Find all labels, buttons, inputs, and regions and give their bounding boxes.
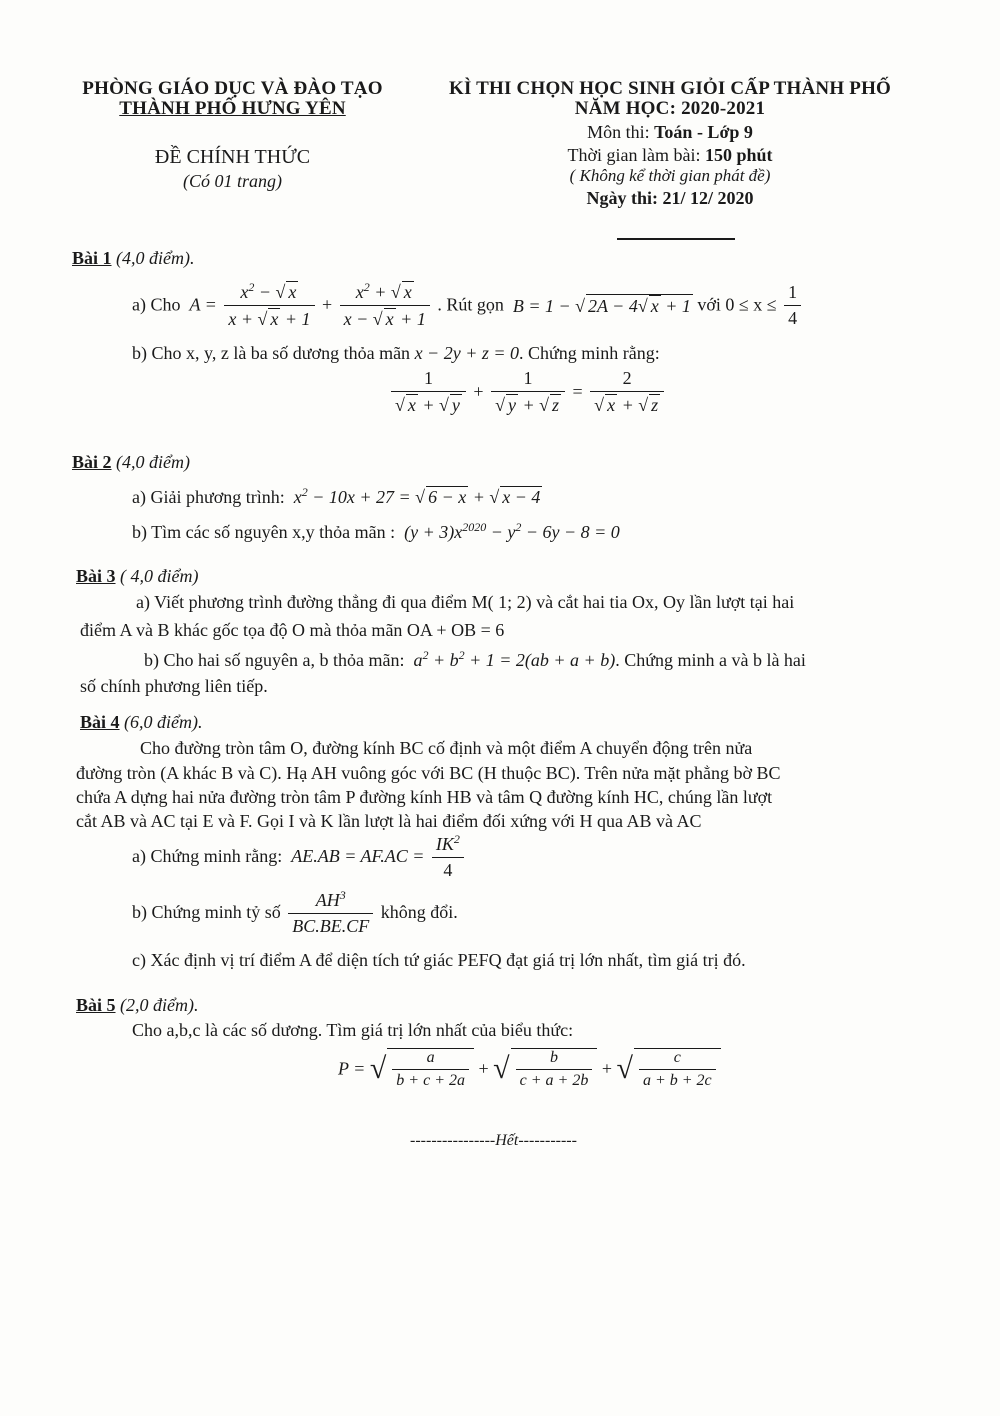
header-right (420, 78, 920, 209)
bai5-expression: P = √ $\frac{a}{b + c + 2a}$ + √ $\frac{b}{c + a + 2b}$ + √ $\frac{c}{a + b + 2c}$ (338, 1048, 721, 1090)
end-marker: ----------------Hết----------- (410, 1132, 577, 1149)
bai1-b-equation: $\frac{1}{√ x + √ y}$ + $\frac{1}{√ y + √ z}$ = $\frac{2}{√ x + √ z}$ (388, 368, 667, 416)
bai4-p4: cắt AB và AC tại E và F. Gọi I và K lần lượt là hai điểm đối xứng với H qua AB và AC (76, 811, 702, 831)
exam-date: Ngày thi: 21/ 12/ 2020 (586, 188, 754, 208)
bai2-a: a) Giải phương trình: $x^2 - 10x + 27$ = √ 6 − x + √ x − 4 (132, 485, 541, 507)
city-name: THÀNH PHỐ HƯNG YÊN (119, 98, 346, 119)
official-label: ĐỀ CHÍNH THỨC (154, 146, 311, 168)
time-note: ( Không kể thời gian phát đề) (569, 166, 771, 185)
bai4-c: c) Xác định vị trí điểm A để diện tích tứ giác PEFQ đạt giá trị lớn nhất, tìm giá trị đó. (132, 950, 746, 970)
bai5-text: Cho a,b,c là các số dương. Tìm giá trị lớn nhất của biểu thức: (132, 1020, 574, 1040)
bai3-b-line1: b) Cho hai số nguyên a, b thỏa mãn: $a^2 + b^2 + 1 = 2(ab + a + b)$. Chứng minh a và b là hai (144, 648, 806, 670)
bai4-b: b) Chứng minh tỷ số $\frac{AH^3}{BC.BE.CF}$ không đổi. (132, 888, 458, 936)
subject-line: Môn thi: Toán - Lớp 9 (587, 122, 753, 142)
bai4-heading: Bài 4 (6,0 điểm). (80, 712, 203, 732)
exam-title: KÌ THI CHỌN HỌC SINH GIỎI CẤP THÀNH PHỐ (448, 78, 892, 99)
bai2-heading: Bài 2 (4,0 điểm) (72, 452, 190, 472)
bai1-b: b) Cho x, y, z là ba số dương thỏa mãn x − 2y + z = 0. Chứng minh rằng: (132, 343, 660, 363)
department-name: PHÒNG GIÁO DỤC VÀ ĐÀO TẠO (82, 78, 383, 99)
bai3-a-line1: a) Viết phương trình đường thẳng đi qua điểm M( 1; 2) và cắt hai tia Ox, Oy lần lượt tại hai (136, 592, 795, 612)
header-left (60, 78, 405, 192)
bai3-b-line2: số chính phương liên tiếp. (80, 676, 268, 696)
bai2-b: b) Tìm các số nguyên x,y thỏa mãn : $(y + 3)x^{2020} - y^2 - 6y - 8 = 0$ (132, 520, 620, 542)
bai4-p1: Cho đường tròn tâm O, đường kính BC cố định và một điểm A chuyển động trên nửa (140, 738, 753, 758)
school-year: NĂM HỌC: 2020-2021 (574, 98, 766, 119)
bai4-p3: chứa A dựng hai nửa đường tròn tâm P đường kính HB và tâm Q đường kính HC, chúng lần lượt (76, 787, 773, 807)
time-line: Thời gian làm bài: 150 phút (567, 145, 773, 165)
page-count: (Có 01 trang) (183, 171, 282, 191)
bai1-heading: Bài 1 (4,0 điểm). (72, 248, 195, 268)
bai5-heading: Bài 5 (2,0 điểm). (76, 995, 199, 1015)
bai3-heading: Bài 3 ( 4,0 điểm) (76, 566, 199, 586)
bai4-p2: đường tròn (A khác B và C). Hạ AH vuông góc với BC (H thuộc BC). Trên nửa mặt phẳng bờ BC (76, 763, 781, 783)
date-underline (617, 238, 735, 240)
bai4-a: a) Chứng minh rằng: AE.AB = AF.AC = $\frac{IK^2}{4}$ (132, 832, 467, 881)
bai1-a: a) Cho A = $\frac{x^2 - √ x}{x + √ x + 1}$ + $\frac{x^2 + √ x}{x - √ x + 1}$ . Rút gọn B = 1 − √ 2A − 4√ x + 1 với 0 ≤ x ≤ $\frac{1}{4}$ (132, 280, 804, 330)
bai3-a-line2: điểm A và B khác gốc tọa độ O mà thỏa mãn OA + OB = 6 (80, 620, 505, 640)
